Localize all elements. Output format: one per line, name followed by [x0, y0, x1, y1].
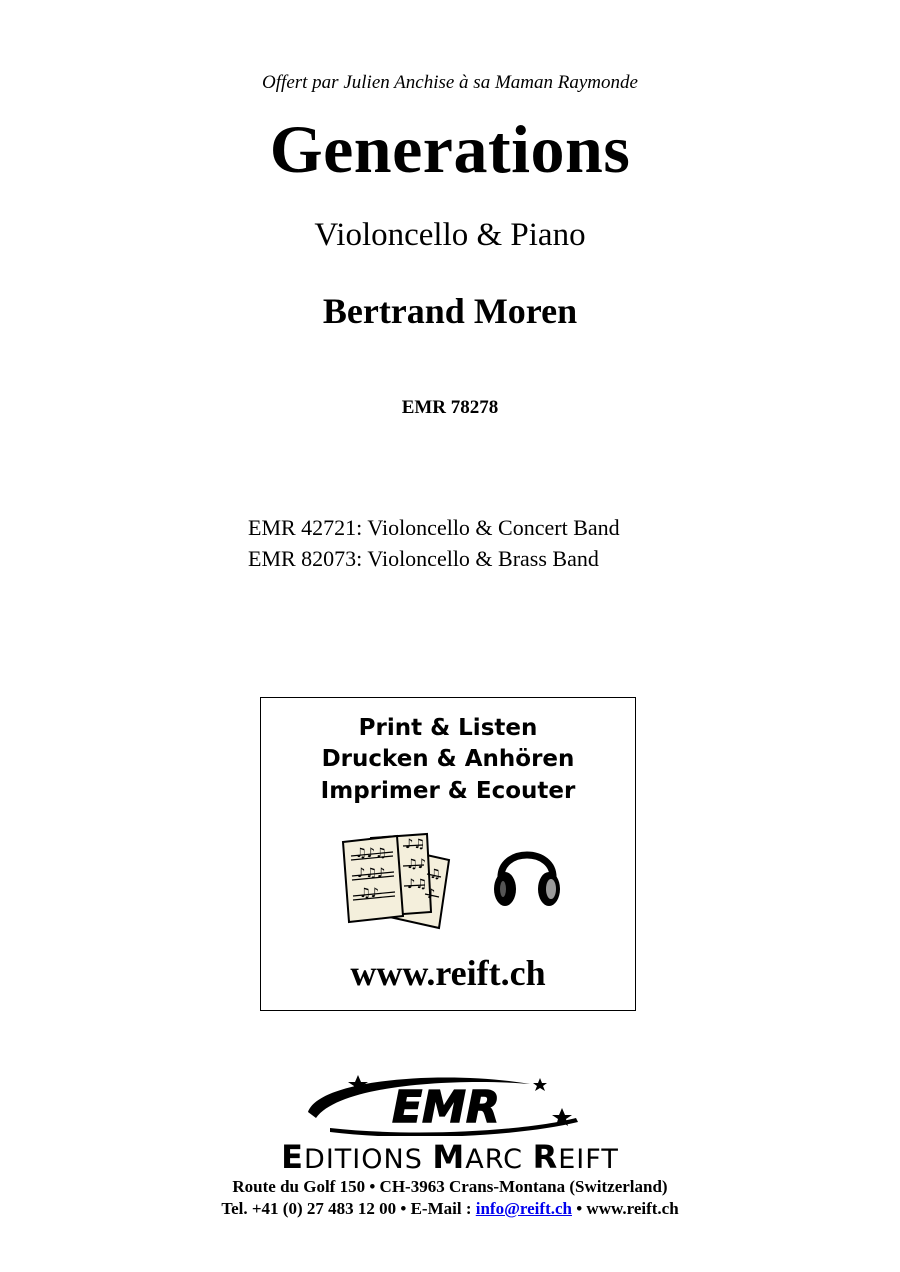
publisher-cap: R	[532, 1138, 559, 1176]
promo-line-english: Print & Listen	[358, 715, 538, 741]
contact-website: • www.reift.ch	[571, 1199, 679, 1218]
sheet-music-icon	[337, 830, 467, 930]
publisher-contact	[0, 1199, 900, 1219]
svg-text:♫♪: ♫♪	[359, 886, 379, 901]
svg-text:♪: ♪	[427, 887, 436, 902]
svg-text:♪♫: ♪♫	[407, 877, 427, 892]
publisher-rest: EIFT	[558, 1144, 619, 1175]
composer-name: Bertrand Moren	[322, 291, 578, 331]
svg-text:♫♪♫: ♫♪♫	[355, 846, 387, 861]
instrumentation: Violoncello & Piano	[314, 217, 586, 253]
svg-text:♫♪: ♫♪	[406, 857, 426, 872]
publisher-name	[0, 1138, 900, 1176]
emr-logo	[300, 1072, 600, 1136]
other-editions	[248, 512, 620, 574]
promo-line-french: Imprimer & Ecouter	[320, 778, 576, 804]
promo-line-german: Drucken & Anhören	[321, 746, 575, 772]
publisher-rest: ARC	[465, 1144, 533, 1175]
svg-text:♪♫♪: ♪♫♪	[357, 866, 386, 881]
publisher-rest: DITIONS	[304, 1144, 433, 1175]
edition-item: EMR 42721: Violoncello & Concert Band	[248, 515, 620, 540]
svg-text:♫: ♫	[429, 867, 441, 882]
score-title: Generations	[269, 111, 631, 187]
publisher-cap: M	[432, 1138, 466, 1176]
dedication: Offert par Julien Anchise à sa Maman Raymonde	[262, 72, 638, 93]
print-listen-box[interactable]	[260, 697, 636, 1011]
catalog-number: EMR 78278	[401, 397, 499, 418]
svg-text:♪♫: ♪♫	[405, 837, 425, 852]
publisher-cap: E	[281, 1138, 305, 1176]
contact-phone: Tel. +41 (0) 27 483 12 00 • E-Mail :	[221, 1199, 476, 1218]
publisher-address: Route du Golf 150 • CH-3963 Crans-Montana (Switzerland)	[232, 1177, 668, 1196]
headphones-icon	[491, 835, 563, 915]
edition-item: EMR 82073: Violoncello & Brass Band	[248, 546, 599, 571]
email-link[interactable]: info@reift.ch	[475, 1199, 572, 1218]
promo-url[interactable]: www.reift.ch	[350, 953, 546, 993]
emr-logo-mark: EMR	[392, 1082, 500, 1133]
